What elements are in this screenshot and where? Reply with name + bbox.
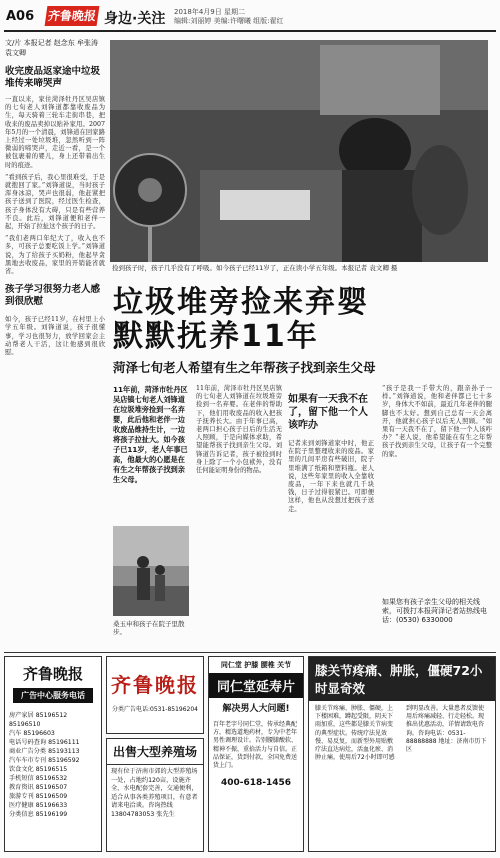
main-photo-image <box>110 40 488 262</box>
ad-divider <box>4 652 496 653</box>
paragraph: 如今，孩子已经11岁，在村里上小学五年级。刘锋道说，孩子很懂事，学习也很努力，放学回家会主动帮老人干活，这让他感到很欣慰。 <box>5 316 105 357</box>
section-title: 身边·关注 <box>104 11 166 27</box>
issue-date: 2018年4月9日 星期二 <box>174 8 245 16</box>
ad-qilu-line: 饮食文化 85196515 <box>9 766 68 773</box>
article-column-4 <box>382 385 492 459</box>
issue-editors: 编辑:刘丽婷 美编:许曙曦 组版:翟红 <box>174 17 284 25</box>
ad-qilu-list <box>5 707 101 823</box>
headline-line-2: 默默抚养11年 <box>113 319 319 354</box>
page-number: A06 <box>6 9 35 24</box>
paragraph: “孩子是我一手带大的，跟亲孙子一样。”刘锋道说，他和老伴都已七十多岁，身体大不如前，最近几年老伴的腿脚也不太好。想到自己总有一天会离开，他就担心孩子以后无人照顾。“如果有一天我不在了，留下他一个人该咋办？”老人说，他希望能在有生之年帮孩子找到亲生父母，让孩子有一个完整的家。 <box>382 385 492 458</box>
ad-farm-title: 出售大型养殖场 <box>107 739 203 765</box>
issue-info <box>174 8 284 26</box>
masthead <box>4 4 496 32</box>
contact-info: 如果您有孩子亲生父母的相关线索，可拨打本报菏泽记者站热线电话：(0530) 6330000 <box>382 598 487 624</box>
ad-newspaper-logo <box>106 656 204 734</box>
ad-qilu-line: 医疗健康 85196633 <box>9 802 68 809</box>
ad-qilu-line: 房产家居 85196512 85196510 <box>9 712 68 728</box>
lead-paragraph: 11年前，菏泽市牡丹区吴店镇七旬老人刘锋道在垃圾堆旁捡到一名弃婴，此后他和老伴一边收废品维持生计，一边将孩子拉扯大。如今孩子已11岁，老人年事已高，他最大的心愿是在有生之年帮孩子找到亲生父母。 <box>113 385 188 484</box>
headline-line-1: 垃圾堆旁捡来弃婴 <box>113 285 369 320</box>
subheading-child-study: 孩子学习很努力老人感到很欣慰 <box>5 284 101 308</box>
lead-box <box>113 385 189 485</box>
ad-tongren-subtitle: 解决男人大问题! <box>222 704 290 714</box>
ad-tongren-body: 百年老字号同仁堂，传承经典配方，精选道地药材，专为中老年男性调理设计。告别腰膝酸软、精神不振，重拾活力与自信。正品保证，货到付款，全国免费送货上门。 <box>213 721 298 770</box>
newspaper-logo: 齐鲁晚报 <box>45 6 100 26</box>
paragraph: 一直以来，家住菏泽牡丹区吴店镇的七旬老人刘锋道都靠收废品为生，每天骑着三轮车走街串巷，把收来的废品卖掉以贴补家用。2007年5月的一个清晨，刘锋道在回家路上经过一处垃圾堆，忽然听到一阵微弱的啼哭声，走近一看，是一个被包裹着的婴儿，身上还带着出生时的痕迹。 <box>5 96 105 169</box>
ad-logo-tel: 分类广告电话:0531-85196204 <box>112 706 198 713</box>
ad-tongren-tel: 400-618-1456 <box>220 778 292 789</box>
ad-qilu-title: 齐鲁晚报 <box>22 665 83 683</box>
ad-logo-text: 齐鲁晚报 <box>111 673 199 697</box>
ad-knee-title: 膝关节疼痛、肿胀，僵硬72小时显奇效 <box>309 657 495 701</box>
ad-knee-treatment <box>308 656 496 852</box>
small-photo <box>113 526 189 616</box>
ad-farm-sale <box>106 738 204 852</box>
paragraph: “看到孩子后，我心里很难受，于是就抱回了家。”刘锋道说，当时孩子浑身冰凉，哭声也很弱，他赶紧把孩子送到了医院，经过医生检查，孩子身体没有大碍，只是有些营养不良。此后，刘锋道便和老伴一起，开始了拉扯这个孩子的日子。 <box>5 173 105 231</box>
ad-qilu-line: 旅游专刊 85196509 <box>9 793 68 800</box>
paragraph: 记者来到刘锋道家中时，他正在院子里整理收来的废品。家里的几间平房有些破旧，院子里堆满了纸箱和塑料瓶。老人说，这些年家里的收入全靠收废品，一年下来也就几千块钱，日子过得很紧巴。可即便这样，他也从没想过把孩子送走。 <box>288 440 374 513</box>
main-photo-caption: 捡到孩子时，孩子几乎没有了呼吸。如今孩子已经11岁了，正在读小学五年级。本报记者 袁文卿 摄 <box>112 264 398 272</box>
main-photo <box>110 40 488 262</box>
ad-tongren <box>208 656 304 852</box>
subheading-found-baby: 收完废品返家途中垃圾堆传来啼哭声 <box>5 66 101 89</box>
ad-qilu-line: 分类信息 85196199 <box>9 811 68 818</box>
ad-knee-body: 膝关节疼痛、肿胀、僵硬，上下楼困难，蹲起受限，阴天下雨加重，这些都是膝关节病变的典型症状。传统疗法见效慢、易反复，而新型外用贴敷疗法直达病灶，活血化瘀、消肿止痛，使用后72小时即可感到明显改善。大量患者反馈使用后疼痛减轻、行走轻松。现推出优惠活动，详情请致电咨询。咨询电话：0531-88888888 地址：济南市历下区 <box>315 705 487 762</box>
ad-tongren-title: 同仁堂延寿片 <box>209 673 303 698</box>
subheadline: 菏泽七旬老人希望有生之年帮孩子找到亲生父母 <box>113 360 376 375</box>
paragraph: “我们老两口年纪大了，收入也不多，可孩子总要吃饭上学。”刘锋道说，为了给孩子买奶粉，他起早贪黑地去收废品，家里的开销能省就省。 <box>5 235 105 276</box>
ad-farm-body: 现有位于济南市郊的大型养殖场一处，占地约120亩，设施齐全，水电配套完善，交通便利，适合从事各类养殖项目，有意者请来电洽谈。咨询热线13804783053 张先生 <box>111 768 198 818</box>
headline <box>113 286 493 354</box>
ad-qilu-line: 教育资讯 85196507 <box>9 784 68 791</box>
pull-quote: 如果有一天我不在了，留下他一个人该咋办 <box>288 394 368 431</box>
left-column <box>5 38 105 357</box>
paragraph: 11年前，菏泽市牡丹区吴店镇的七旬老人刘锋道在垃圾堆旁捡到一名弃婴。在老伴的帮助下，他们用收废品的收入把孩子抚养长大。由于年事已高，老两口担心孩子日后的生活无人照顾，于是向媒体求助，希望能帮孩子找到亲生父母。刘锋道告诉记者，孩子被捡到时身上除了一个小包袱外，没有任何能证明身份的物品。 <box>196 385 282 475</box>
ad-tongren-header: 同仁堂 护膝 腰椎 关节 <box>220 661 292 669</box>
small-photo-caption: 桑玉申和孩子在院子里散步。 <box>113 620 185 636</box>
ad-newspaper-service <box>4 656 102 852</box>
small-photo-image <box>113 526 189 616</box>
ad-qilu-line: 汽车 85196603 <box>9 730 55 737</box>
ad-qilu-line: 手机短信 85196532 <box>9 775 68 782</box>
ad-qilu-line: 商业广告分类 85193113 <box>9 748 80 755</box>
article-column-2 <box>196 385 282 475</box>
ad-qilu-line: 电话号码查询 85196111 <box>9 739 80 746</box>
ad-qilu-line: 汽车车市专刊 85196592 <box>9 757 80 764</box>
byline: 文/片 本报记者 赵念东 牟张涛 袁文卿 <box>5 39 99 57</box>
ad-qilu-subtitle: 广告中心服务电话 <box>13 688 93 703</box>
article-column-3 <box>288 385 374 514</box>
